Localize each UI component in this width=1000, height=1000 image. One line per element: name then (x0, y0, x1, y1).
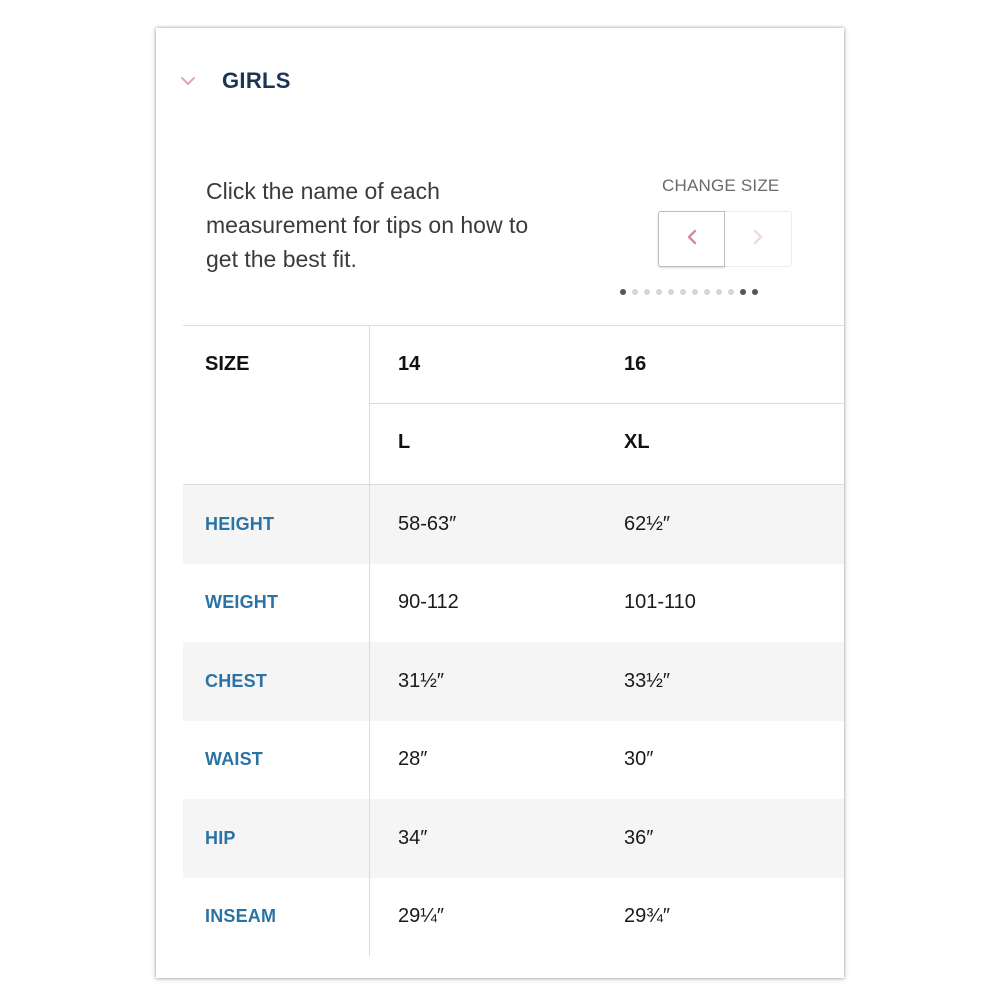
table-cell: 30″ (624, 748, 654, 771)
pagination-dot[interactable] (656, 289, 662, 295)
size-header-label: SIZE (205, 353, 250, 375)
pagination-dot[interactable] (632, 289, 638, 295)
section-title: GIRLS (222, 68, 291, 93)
pagination-dot[interactable] (740, 289, 746, 295)
column-size-14: 14 (398, 353, 421, 375)
measurement-link-waist[interactable]: WAIST (205, 749, 263, 770)
table-cell: 28″ (398, 748, 428, 771)
table-row (183, 721, 844, 800)
table-cell: 58-63″ (398, 512, 457, 535)
intro-text: Click the name of each measurement for tips on how to get the best fit. (206, 178, 529, 272)
pagination-dot[interactable] (680, 289, 686, 295)
pagination-dot[interactable] (716, 289, 722, 295)
table-cell: 34″ (398, 826, 428, 849)
pagination-dot[interactable] (668, 289, 674, 295)
chevron-right-icon (753, 229, 763, 250)
pagination-dot[interactable] (752, 289, 758, 295)
table-cell: 62½″ (624, 512, 671, 535)
table-row (183, 564, 844, 643)
table-row (183, 878, 844, 957)
column-letter-xl: XL (624, 431, 650, 453)
chevron-left-icon (687, 229, 697, 250)
measurement-link-hip[interactable]: HIP (205, 827, 236, 848)
measurement-link-height[interactable]: HEIGHT (205, 513, 275, 534)
measurement-link-weight[interactable]: WEIGHT (205, 592, 279, 613)
change-size-label: CHANGE SIZE (662, 176, 780, 195)
next-size-button[interactable] (725, 211, 792, 267)
table-cell: 31½″ (398, 669, 445, 692)
table-row (183, 485, 844, 564)
pagination-dot[interactable] (692, 289, 698, 295)
table-body (183, 484, 844, 956)
size-nav-buttons (658, 211, 792, 267)
chevron-down-icon[interactable] (180, 73, 196, 89)
table-cell: 90-112 (398, 591, 459, 614)
prev-size-button[interactable] (658, 211, 725, 267)
table-row (183, 642, 844, 721)
measurement-link-chest[interactable]: CHEST (205, 670, 268, 691)
table-cell: 33½″ (624, 669, 671, 692)
measurement-link-inseam[interactable]: INSEAM (205, 906, 277, 927)
section-header-girls[interactable] (180, 68, 291, 94)
column-size-16: 16 (624, 353, 647, 375)
size-table (183, 325, 844, 956)
table-cell: 29¾″ (624, 905, 671, 928)
table-cell: 29¼″ (398, 905, 445, 928)
table-row (183, 799, 844, 878)
table-cell: 36″ (624, 826, 654, 849)
table-header (183, 325, 844, 484)
column-letter-l: L (398, 431, 411, 453)
pagination-dots (620, 289, 758, 295)
pagination-dot[interactable] (644, 289, 650, 295)
table-cell: 101-110 (624, 591, 696, 614)
pagination-dot[interactable] (704, 289, 710, 295)
size-chart-card (156, 28, 844, 978)
pagination-dot[interactable] (620, 289, 626, 295)
pagination-dot[interactable] (728, 289, 734, 295)
